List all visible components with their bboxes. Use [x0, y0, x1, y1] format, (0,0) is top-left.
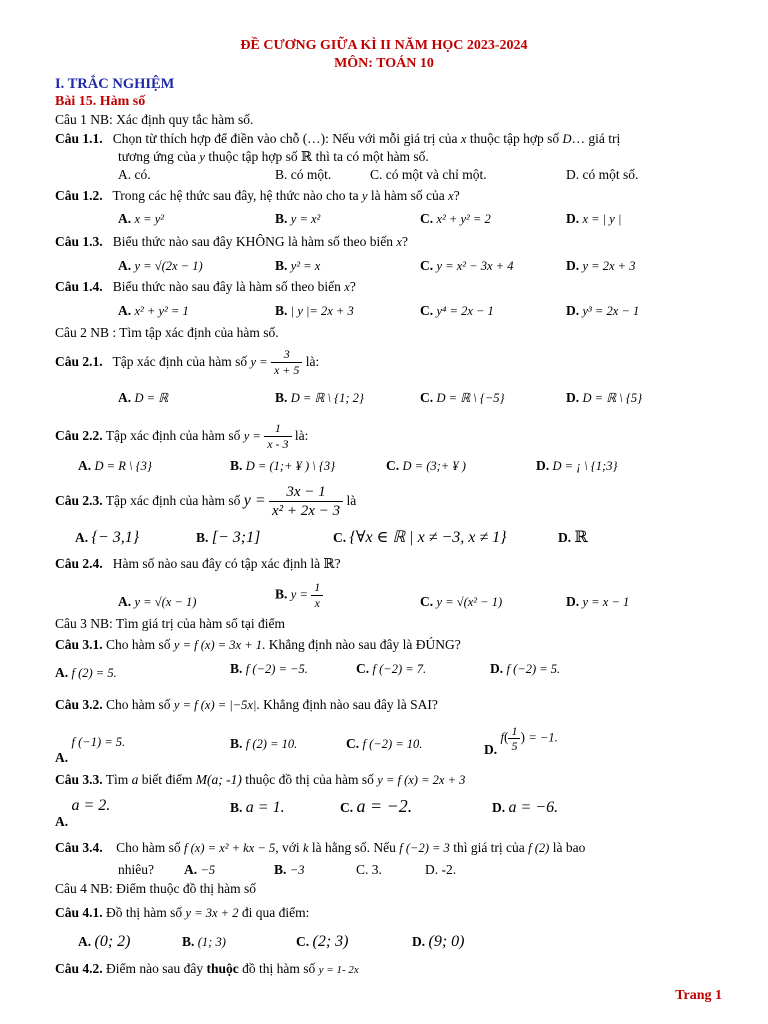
q13-option-c[interactable]: C. y = x² − 3x + 4: [420, 258, 514, 273]
q22-option-d[interactable]: D. D = ¡ \ {1;3}: [536, 458, 618, 473]
q31-option-d[interactable]: D. f (−2) = 5.: [490, 661, 561, 676]
question-3-3: Câu 3.3. Tìm a biết điểm M(a; -1) thuộc đồ thị của hàm số y = f (x) = 2x + 3: [55, 772, 466, 787]
section-heading: I. TRẮC NGHIỆM: [55, 76, 175, 92]
q24-options: [0, 580, 732, 616]
q14-option-a[interactable]: A. x² + y² = 1: [118, 303, 189, 318]
q14-option-c[interactable]: C. y⁴ = 2x − 1: [420, 303, 494, 318]
q32-option-b[interactable]: B. f (2) = 10.: [230, 736, 298, 751]
q23-option-b[interactable]: B. [− 3;1]: [196, 529, 261, 546]
question-2-1: Câu 2.1. Tập xác định của hàm số y = $\frac{3}{x + 5}$ là:: [55, 347, 320, 378]
q24-option-c[interactable]: C. y = √(x² − 1): [420, 594, 503, 609]
q34-option-c[interactable]: C. 3.: [356, 862, 382, 877]
q41-options: [0, 930, 732, 952]
question-2-4: Câu 2.4. Hàm số nào sau đây có tập xác định là ℝ?: [55, 556, 341, 571]
q21-option-a[interactable]: A. D = ℝ: [118, 390, 169, 405]
q11-option-c[interactable]: C. có một và chỉ một.: [370, 167, 487, 182]
topic-4: Câu 4 NB: Điểm thuộc đồ thị hàm số: [55, 881, 256, 896]
question-1-1-cont: tương ứng của y thuộc tập hợp số ℝ thì ta có một hàm số.: [118, 149, 429, 164]
q22-option-b[interactable]: B. D = (1;+ ¥ ) \ {3}: [230, 458, 336, 473]
q22-option-c[interactable]: C. D = (3;+ ¥ ): [386, 458, 466, 473]
q21-option-b[interactable]: B. D = ℝ \ {1; 2}: [275, 390, 364, 405]
q34-option-d[interactable]: D. -2.: [425, 862, 457, 877]
question-4-2: Câu 4.2. Điểm nào sau đây thuộc đồ thị hàm số y = 1- 2x: [55, 961, 359, 976]
question-4-1: Câu 4.1. Đồ thị hàm số y = 3x + 2 đi qua điểm:: [55, 905, 310, 920]
q31-option-c[interactable]: C. f (−2) = 7.: [356, 661, 427, 676]
q21-option-d[interactable]: D. D = ℝ \ {5}: [566, 390, 643, 405]
q32-option-c[interactable]: C. f (−2) = 10.: [346, 736, 423, 751]
q14-option-d[interactable]: D. y³ = 2x − 1: [566, 303, 640, 318]
q33-option-a[interactable]: A. a = 2.: [55, 797, 111, 829]
q32-option-d[interactable]: D. f( $\frac{1}{5}$ ) = −1.: [484, 724, 558, 757]
q33-options: [0, 798, 732, 828]
q34-option-b[interactable]: B. −3: [274, 862, 305, 877]
q34-option-a[interactable]: A. −5: [184, 862, 216, 877]
topic-1: Câu 1 NB: Xác định quy tắc hàm số.: [55, 112, 254, 127]
question-1-1: Câu 1.1. Chọn từ thích hợp để điền vào chỗ (…): Nếu với mỗi giá trị của x thuộc tập hợp số D… giá trị: [55, 131, 621, 146]
q11-option-b[interactable]: B. có một.: [275, 167, 332, 182]
q33-option-c[interactable]: C. a = −2.: [340, 796, 413, 816]
q14-option-b[interactable]: B. | y |= 2x + 3: [275, 303, 354, 318]
q23-option-a[interactable]: A. {− 3,1}: [75, 529, 140, 546]
q11-option-a[interactable]: A. có.: [118, 167, 151, 182]
q24-option-d[interactable]: D. y = x − 1: [566, 594, 630, 609]
q32-option-a[interactable]: A. f (−1) = 5.: [55, 735, 126, 765]
topic-2: Câu 2 NB : Tìm tập xác định của hàm số.: [55, 325, 279, 340]
q21-option-c[interactable]: C. D = ℝ \ {−5}: [420, 390, 505, 405]
q41-option-a[interactable]: A. (0; 2): [78, 933, 131, 950]
q13-option-b[interactable]: B. y² = x: [275, 258, 321, 273]
question-2-2: Câu 2.2. Tập xác định của hàm số y = $\frac{1}{x - 3}$ là:: [55, 421, 309, 452]
doc-subject: MÔN: TOÁN 10: [334, 56, 434, 71]
page-number: Trang 1: [675, 988, 722, 1003]
question-3-2: Câu 3.2. Cho hàm số y = f (x) = |−5x|. Khẳng định nào sau đây là SAI?: [55, 697, 438, 712]
q12-option-b[interactable]: B. y = x²: [275, 211, 321, 226]
q23-option-d[interactable]: D. ℝ: [558, 529, 588, 546]
q32-options: [0, 720, 732, 764]
question-1-2: Câu 1.2. Trong các hệ thức sau đây, hệ thức nào cho ta y là hàm số của x?: [55, 188, 460, 203]
q41-option-d[interactable]: D. (9; 0): [412, 933, 465, 950]
q11-option-d[interactable]: D. có một số.: [566, 167, 639, 182]
lesson-heading: Bài 15. Hàm số: [55, 94, 146, 109]
question-1-3: Câu 1.3. Biểu thức nào sau đây KHÔNG là hàm số theo biến x?: [55, 234, 408, 249]
q24-option-b[interactable]: B. y = $\frac{1}{x}$: [275, 580, 323, 611]
q13-option-a[interactable]: A. y = √(2x − 1): [118, 258, 203, 273]
q12-option-d[interactable]: D. x = | y |: [566, 211, 622, 226]
q12-option-a[interactable]: A. x = y²: [118, 211, 165, 226]
q24-option-a[interactable]: A. y = √(x − 1): [118, 594, 197, 609]
q34-line2: nhiêu?: [118, 862, 154, 877]
q31-option-a[interactable]: A. f (2) = 5.: [55, 665, 117, 680]
question-2-3: Câu 2.3. Tập xác định của hàm số y = $\frac{3x - 1}{\text{x² + 2x − 3}}$ là: [55, 484, 357, 520]
question-1-4: Câu 1.4. Biểu thức nào sau đây là hàm số theo biến x?: [55, 279, 356, 294]
q41-option-b[interactable]: B. (1; 3): [182, 934, 226, 949]
topic-3: Câu 3 NB: Tìm giá trị của hàm số tại điểm: [55, 616, 285, 631]
q31-option-b[interactable]: B. f (−2) = −5.: [230, 661, 308, 676]
doc-title: ĐỀ CƯƠNG GIỮA KÌ II NĂM HỌC 2023-2024: [240, 38, 528, 53]
q33-option-b[interactable]: B. a = 1.: [230, 799, 285, 816]
q13-option-d[interactable]: D. y = 2x + 3: [566, 258, 636, 273]
q33-option-d[interactable]: D. a = −6.: [492, 799, 559, 816]
q12-option-c[interactable]: C. x² + y² = 2: [420, 211, 491, 226]
q22-option-a[interactable]: A. D = R \ {3}: [78, 458, 152, 473]
q41-option-c[interactable]: C. (2; 3): [296, 933, 349, 950]
q23-option-c[interactable]: C. {∀x ∈ ℝ | x ≠ −3, x ≠ 1}: [333, 529, 507, 546]
q31-options: [0, 661, 732, 683]
question-3-1: Câu 3.1. Cho hàm số y = f (x) = 3x + 1. Khẳng định nào sau đây là ĐÚNG?: [55, 637, 461, 652]
question-3-4: Câu 3.4. Cho hàm số f (x) = x² + kx − 5, với k là hằng số. Nếu f (−2) = 3 thì giá trị của f (2) là bao: [55, 840, 586, 855]
